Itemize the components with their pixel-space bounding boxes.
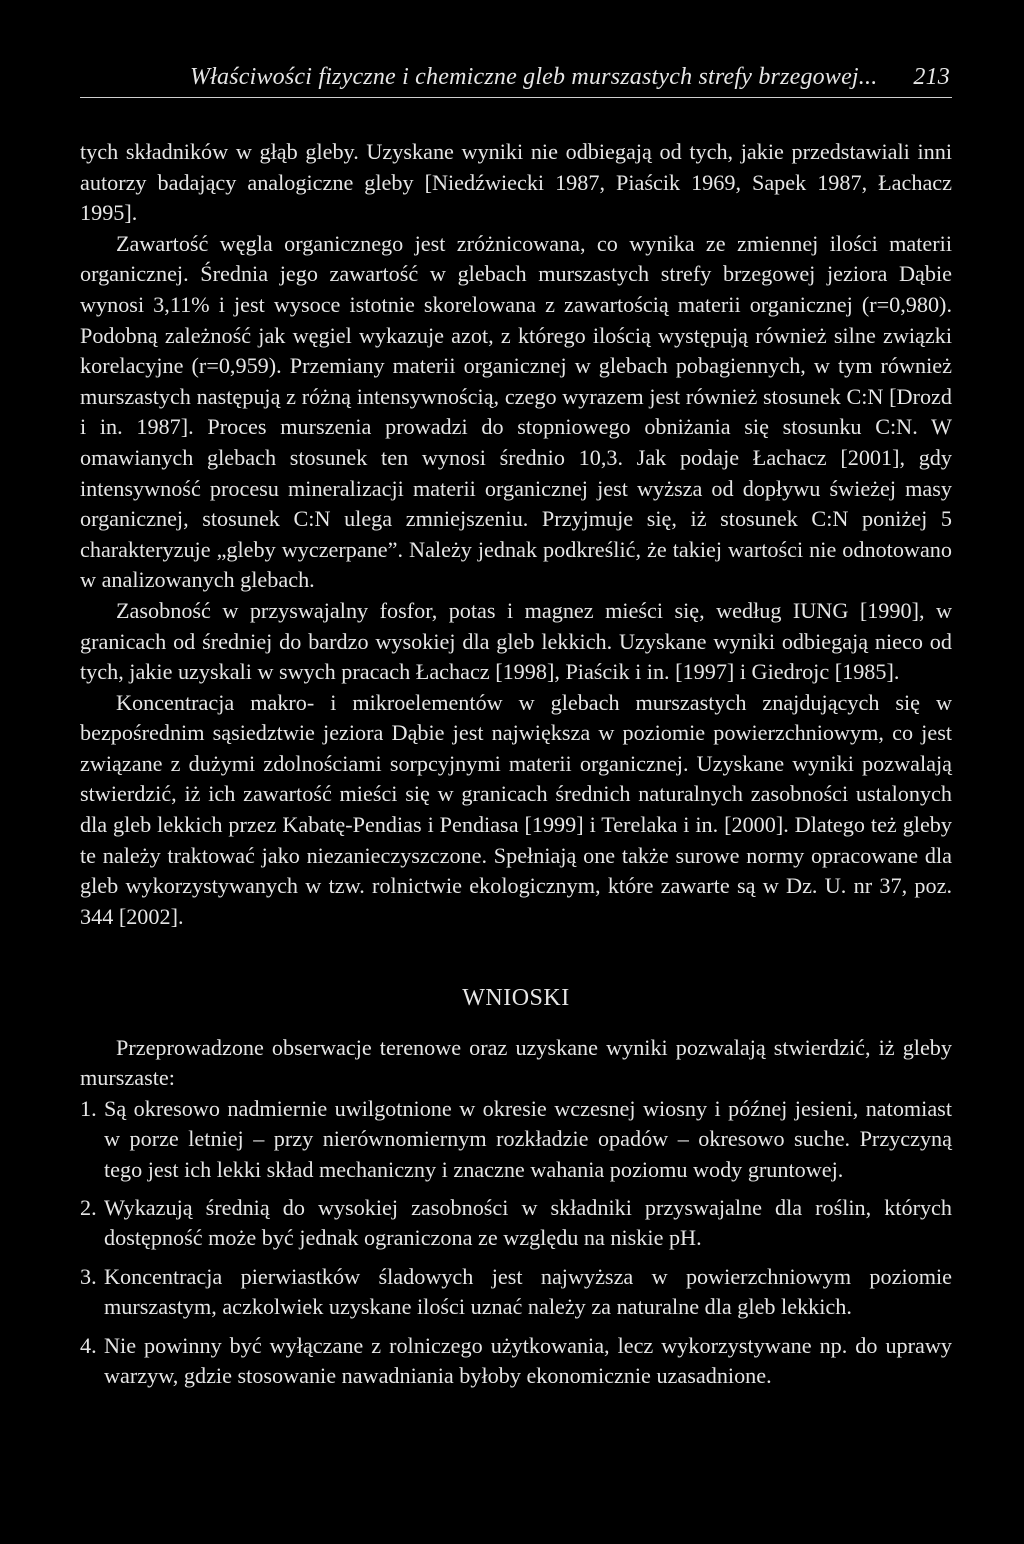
conclusions-section	[80, 1033, 952, 1399]
body-paragraph: Zasobność w przyswajalny fosfor, potas i magnez mieści się, według IUNG [1990], w granicach od średniej do bardzo wysokiej dla gleb lekkich. Uzyskane wyniki odbiegają nieco od tych, jakie uzyskali w swych pracach Łachacz [1998], Piaścik i in. [1997] i Giedrojc [1985].	[80, 597, 952, 685]
list-item-text: Koncentracja pierwiastków śladowych jest najwyższa w powierzchniowym poziomie murszastym, aczkolwiek uzyskane ilości uznać należy za naturalne dla gleb lekkich.	[104, 1263, 952, 1320]
body-paragraph: Zawartość węgla organicznego jest zróżnicowana, co wynika ze zmiennej ilości materii organicznej. Średnia jego zawartość w glebach murszastych strefy brzegowej jeziora Dąbie wynosi 3,11% i jest wysoce istotnie skorelowana z zawartością materii organicznej (r=0,980). Podobną zależność jak węgiel wykazuje azot, z którego ilością występują również silne związki korelacyjne (r=0,959). Przemiany materii organicznej w glebach pobagiennych, w tym również murszastych następują z różną intensywnością, czego wyrazem jest również stosunek C:N [Drozd i in. 1987]. Proces murszenia prowadzi do stopniowego obniżania się stosunku C:N. W omawianych glebach stosunek ten wynosi średnio 10,3. Jak podaje Łachacz [2001], gdy intensywność procesu mineralizacji materii organicznej jest wyższa od dopływu świeżej masy organicznej, stosunek C:N ulega zmniejszeniu. Przyjmuje się, iż stosunek C:N poniżej 5 charakteryzuje „gleby wyczerpane”. Należy jednak podkreślić, że takiej wartości nie odnotowano w analizowanych glebach.	[80, 230, 952, 593]
list-item	[80, 1262, 952, 1323]
header-rule	[80, 97, 952, 98]
list-item-number: 2.	[80, 1195, 97, 1221]
page-number: 213	[913, 64, 950, 90]
conclusions-list	[80, 1094, 952, 1392]
list-item-text: Są okresowo nadmiernie uwilgotnione w okresie wczesnej wiosny i późnej jesieni, natomiast w porze letniej – przy nierównomiernym rozkładzie opadów – okresowo suche. Przyczyną tego jest ich lekki skład mechaniczny i znaczne wahania poziomu wody gruntowej.	[104, 1095, 952, 1182]
list-item-text: Wykazują średnią do wysokiej zasobności w składniki przyswajalne dla roślin, których dostępność może być jednak ograniczona ze względu na niskie pH.	[104, 1195, 952, 1251]
section-heading-conclusions: WNIOSKI	[462, 985, 570, 1011]
running-title: Właściwości fizyczne i chemiczne gleb murszastych strefy brzegowej...	[189, 64, 878, 90]
running-header	[80, 62, 950, 96]
conclusions-intro: Przeprowadzone obserwacje terenowe oraz uzyskane wyniki pozwalają stwierdzić, iż gleby murszaste:	[80, 1035, 952, 1091]
list-item-number: 1.	[80, 1095, 97, 1121]
body-paragraph: tych składników w głąb gleby. Uzyskane wyniki nie odbiegają od tych, jakie przedstawiali inni autorzy badający analogiczne gleby [Niedźwiecki 1987, Piaścik 1969, Sapek 1987, Łachacz 1995].	[80, 139, 952, 226]
list-item	[80, 1094, 952, 1185]
list-item-text: Nie powinny być wyłączane z rolniczego użytkowania, lecz wykorzystywane np. do uprawy warzyw, gdzie stosowanie nawadniania byłoby ekonomicznie uzasadnione.	[104, 1332, 952, 1389]
body-paragraph: Koncentracja makro- i mikroelementów w glebach murszastych znajdujących się w bezpośrednim sąsiedztwie jeziora Dąbie jest największa w poziomie powierzchniowym, co jest związane z dużymi zdolnościami sorpcyjnymi materii organicznej. Uzyskane wyniki pozwalają stwierdzić, iż ich zawartość mieści się w granicach średnich naturalnych zasobności ustalonych dla gleb lekkich przez Kabatę-Pendias i Pendiasa [1999] i Terelaka i in. [2000]. Dlatego też gleby te należy traktować jako niezanieczyszczone. Spełniają one także surowe normy opracowane dla gleb wykorzystywanych w tzw. rolnictwie ekologicznym, które zawarte są w Dz. U. nr 37, poz. 344 [2002].	[80, 689, 952, 929]
list-item-number: 3.	[80, 1263, 97, 1289]
list-item-number: 4.	[80, 1332, 97, 1358]
list-item	[80, 1331, 952, 1392]
body-text	[80, 137, 952, 932]
list-item	[80, 1193, 952, 1254]
